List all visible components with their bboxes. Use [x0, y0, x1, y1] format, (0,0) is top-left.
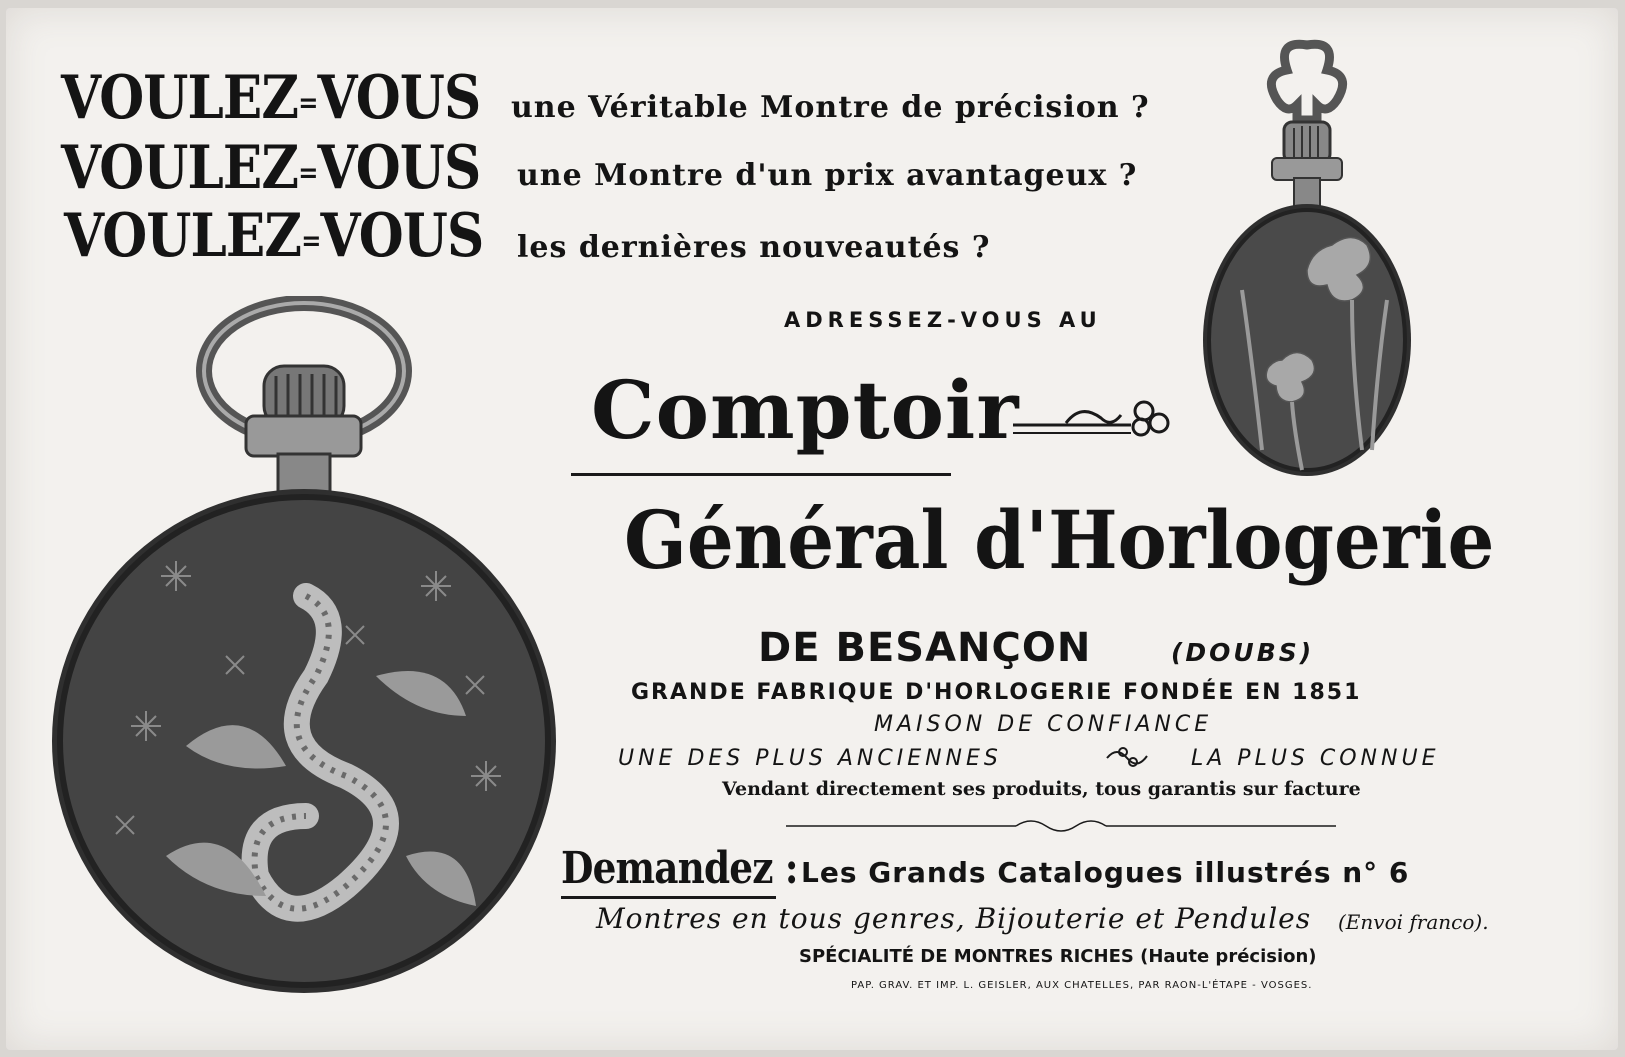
address-line: ADRESSEZ‑VOUS AU — [784, 308, 1102, 332]
flourish-ornament-icon — [1011, 393, 1171, 443]
company-department: (DOUBS) — [1171, 638, 1315, 667]
catalog-text: Les Grands Catalogues illustrés n° 6 — [801, 856, 1410, 889]
shipping-line: (Envoi franco). — [1338, 910, 1489, 934]
headline-1: VOULEZ=VOUS — [61, 63, 481, 133]
question-1: une Véritable Montre de précision ? — [511, 90, 1150, 125]
company-city: DE BESANÇON — [758, 625, 1092, 671]
trust-line: MAISON DE CONFIANCE — [874, 712, 1213, 737]
specialty-line: SPÉCIALITÉ DE MONTRES RICHES (Haute précision) — [799, 946, 1317, 967]
pocket-watch-carnation-icon — [1202, 30, 1412, 480]
company-word-comptoir: Comptoir — [591, 363, 1020, 457]
oldest-left: UNE DES PLUS ANCIENNES — [618, 746, 1002, 771]
advertisement-card — [6, 8, 1618, 1050]
divider-under-demandez — [561, 896, 776, 899]
headline-2: VOULEZ=VOUS — [61, 133, 481, 203]
question-3: les dernières nouveautés ? — [517, 230, 991, 265]
oldest-right: LA PLUS CONNUE — [1191, 746, 1440, 771]
factory-line: GRANDE FABRIQUE D'HORLOGERIE FONDÉE EN 1851 — [631, 680, 1362, 705]
small-flourish-icon — [1103, 744, 1153, 770]
company-word-general: Général d'Horlogerie — [624, 493, 1495, 587]
printer-credit: PAP. GRAV. ET IMP. L. GEISLER, AUX CHATELLES, PAR RAON-L'ÉTAPE - VOSGES. — [851, 980, 1313, 991]
pocket-watch-serpent-icon — [46, 296, 561, 996]
headline-3: VOULEZ=VOUS — [64, 201, 484, 271]
ornamental-rule — [786, 816, 1336, 836]
question-2: une Montre d'un prix avantageux ? — [517, 158, 1138, 193]
products-line: Montres en tous genres, Bijouterie et Pendules — [596, 902, 1312, 935]
divider-under-comptoir — [571, 473, 951, 476]
demandez-label: Demandez : — [561, 843, 798, 894]
selling-line: Vendant directement ses produits, tous garantis sur facture — [722, 778, 1361, 800]
